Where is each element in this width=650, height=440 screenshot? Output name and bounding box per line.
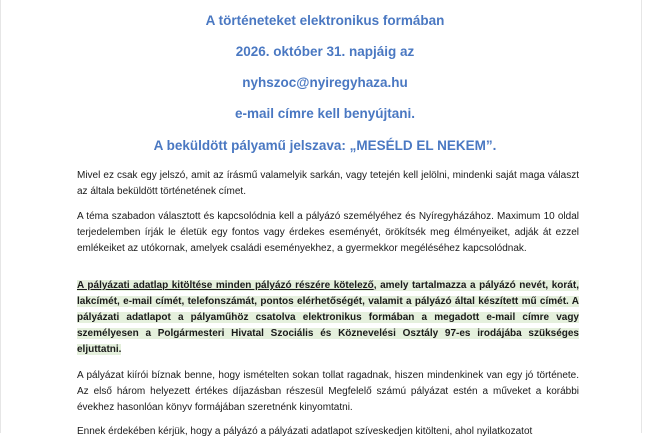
heading-line-1: A történeteket elektronikus formában bbox=[205, 13, 445, 28]
heading-email-address: nyhszoc@nyiregyhaza.hu bbox=[242, 75, 408, 90]
heading-deadline: 2026. október 31. napjáig az bbox=[235, 44, 415, 59]
paragraph-topic: A téma szabadon választott és kapcsolódnia kell a pályázó személyéhez és Nyíregyházához. Maximum 10 oldal terjedelemben írják le életük egy fontos vagy érdekes eseményét, örökítsék meg élményeiket, adják át ezzel emlékeiket az utókornak, amelyek családi eseményekhez, a gyermekkor megéléséhez kapcsolódnak. bbox=[77, 211, 579, 254]
paragraph-cutoff: Ennek érdekében kérjük, hogy a pályázó a pályázati adatlapot szíveskedjen kitölteni, ahol nyilatkozatot bbox=[77, 426, 533, 437]
paragraph-application-form bbox=[77, 278, 579, 358]
page-edge-left bbox=[0, 0, 1, 433]
heading-password: A beküldött pályamű jelszava: „MESÉLD EL NEKEM”. bbox=[153, 138, 497, 153]
highlight-form-details: , amely tartalmazza a pályázó nevét, korát, lakcímét, e-mail címét, telefonszámát, pontos elérhetőségét, valamit a pályázó által készített mű címét. A pályázati adatlapot a pályaműhöz csatolva elektronikus formában a megadott e-mail címre vagy személyesen a Polgármesteri Hivatal Szociális és Köznevelési Osztály 97-es irodájába szükséges eljuttatni. bbox=[77, 280, 579, 355]
paragraph-title-choice: Mivel ez csak egy jelszó, amit az írásmű valamelyik sarkán, vagy tetején kell jelölni, mindenki saját maga választ az általa beküldött történetének címet. bbox=[77, 170, 579, 197]
paragraph-awards: A pályázat kiírói bíznak benne, hogy ismételten sokan tollat ragadnak, hiszen mindenkinek van egy jó története. Az első három helyezett értékes díjazásban részesül Megfelelő számú pályázat estén a műveket a korábbi évekhez hasonlóan könyv formájában szeretnénk kinyomtatni. bbox=[77, 370, 579, 413]
highlight-mandatory-form: A pályázati adatlap kitöltése minden pályázó részére kötelező bbox=[77, 280, 374, 291]
page-edge-right bbox=[641, 0, 642, 433]
heading-submit-instruction: e-mail címre kell benyújtani. bbox=[234, 106, 416, 121]
